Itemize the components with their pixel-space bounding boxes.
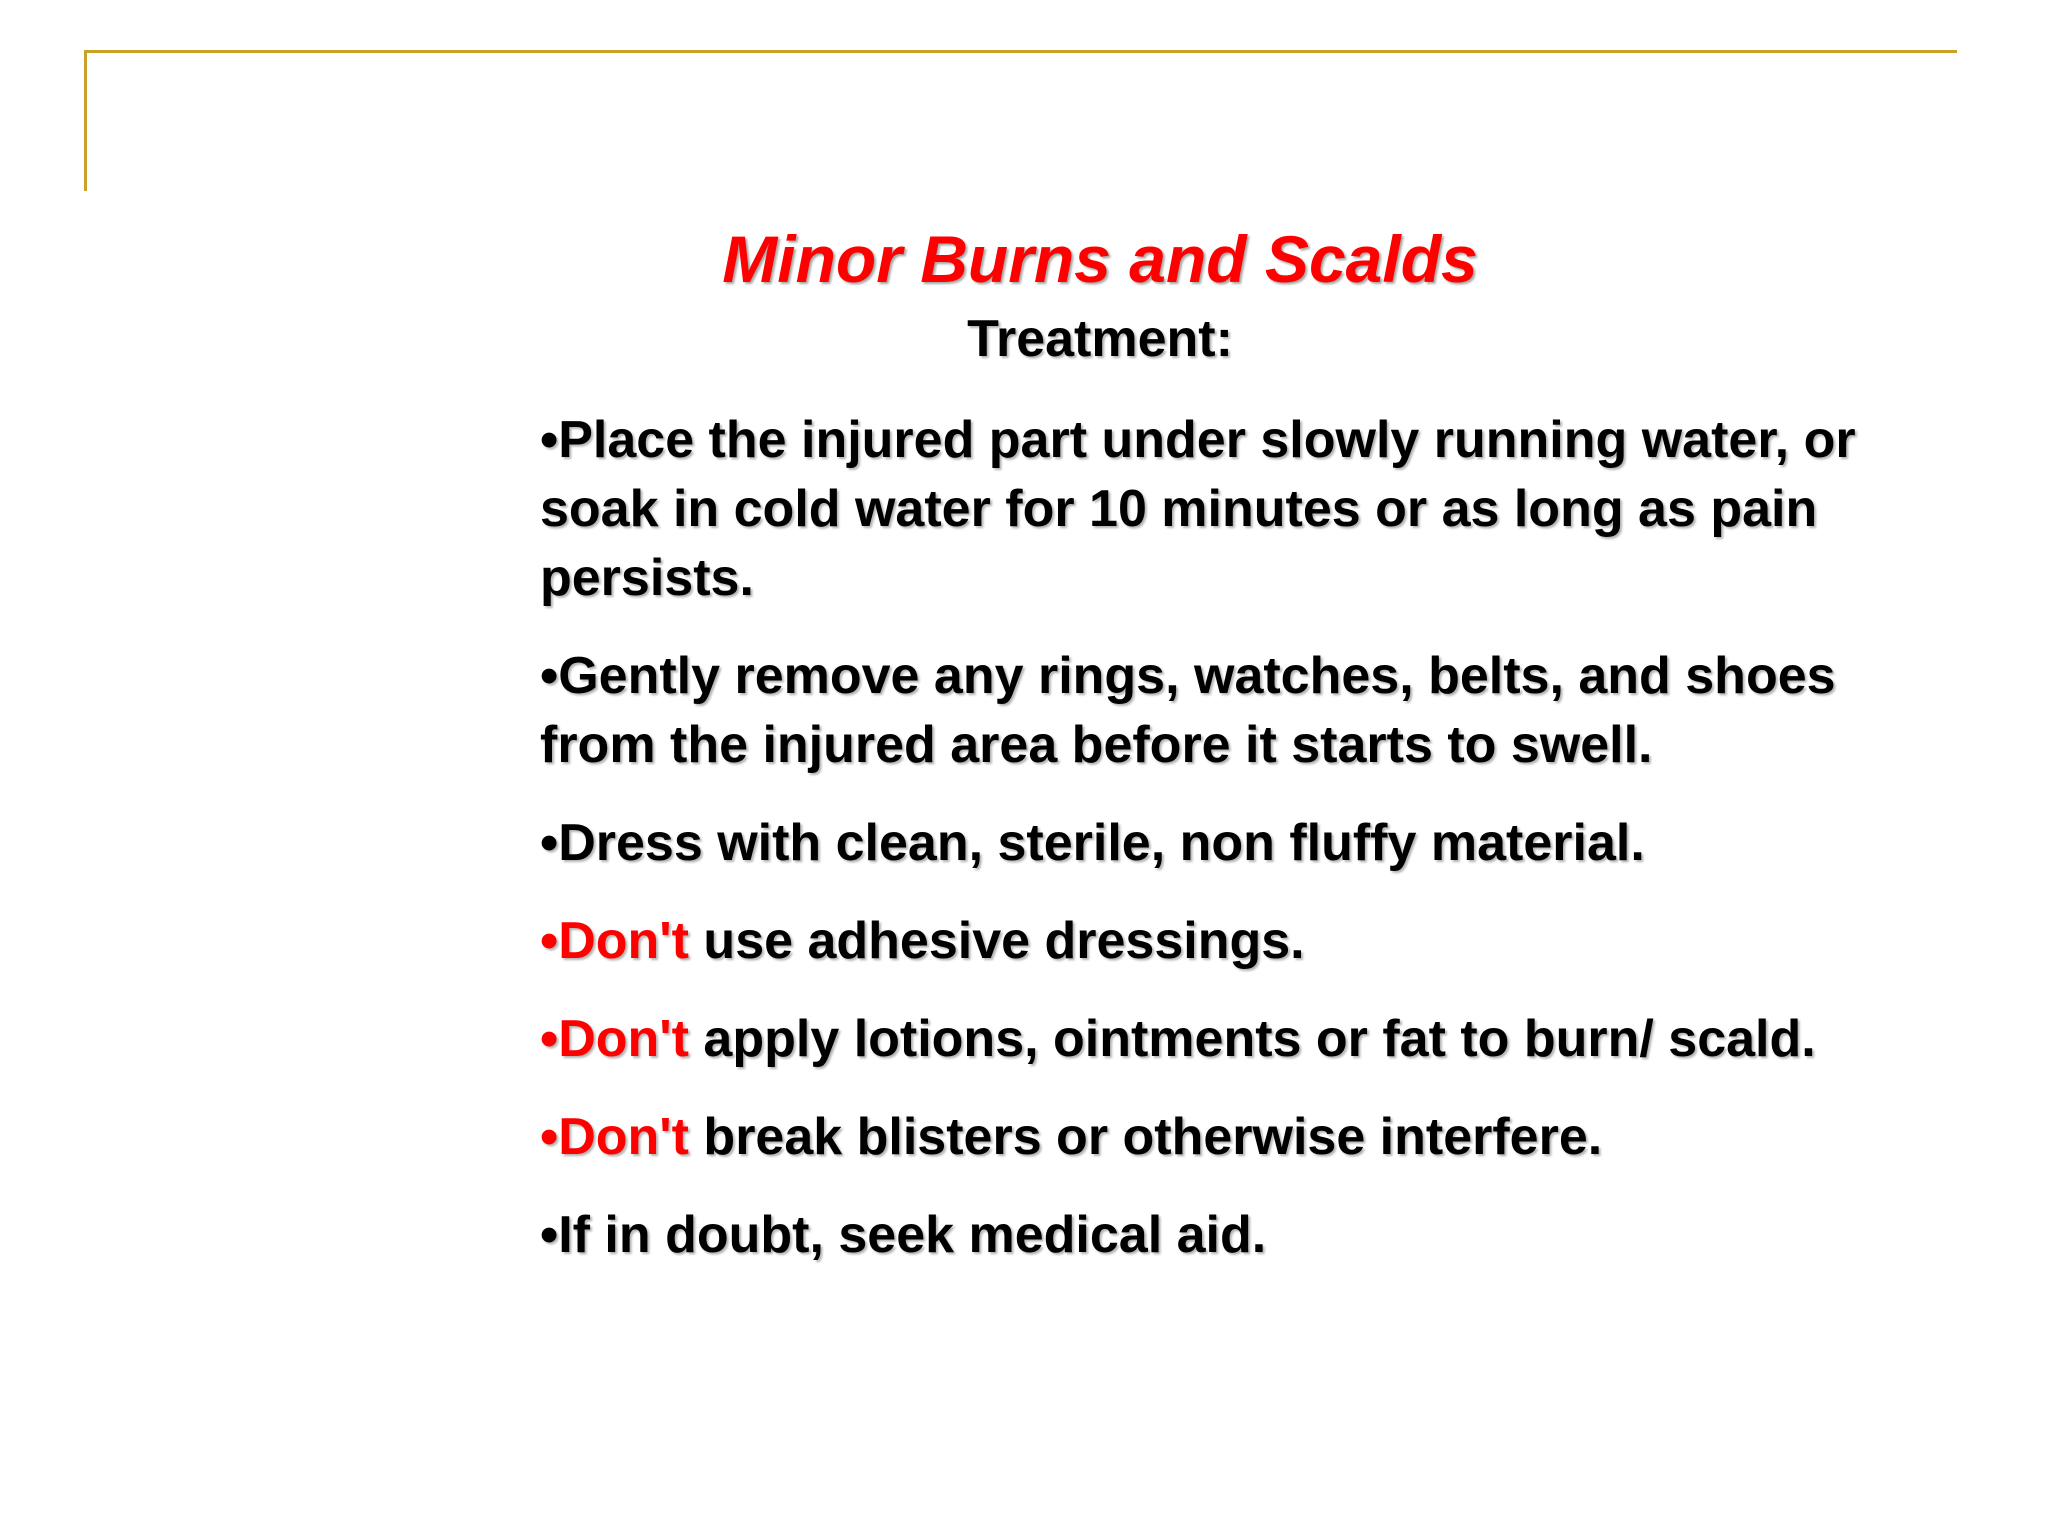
bullet-text: Dress with clean, sterile, non fluffy material.	[558, 814, 1645, 872]
treatment-item	[540, 642, 1960, 780]
bullet-text: Gently remove any rings, watches, belts, and shoes from the injured area before it starts to swell.	[540, 647, 1836, 774]
dont-emphasis: Don't	[558, 1108, 689, 1166]
treatment-item-warning	[540, 907, 1960, 976]
treatment-item	[540, 809, 1960, 878]
bullet-text: Place the injured part under slowly running water, or soak in cold water for 10 minutes or as long as pain persists.	[540, 411, 1856, 607]
bullet-dot: •	[540, 1108, 559, 1166]
bullet-dot: •	[540, 647, 559, 705]
treatment-item-warning	[540, 1103, 1960, 1172]
bullet-dot: •	[540, 1206, 559, 1264]
dont-emphasis: Don't	[558, 912, 689, 970]
treatment-list	[540, 406, 1960, 1299]
bullet-dot: •	[540, 814, 559, 872]
treatment-item	[540, 1201, 1960, 1270]
bullet-text: break blisters or otherwise interfere.	[688, 1108, 1603, 1166]
dont-emphasis: Don't	[558, 1010, 689, 1068]
bullet-dot: •	[540, 1010, 559, 1068]
bullet-dot: •	[540, 411, 559, 469]
frame-top-border	[84, 50, 1957, 53]
bullet-text: If in doubt, seek medical aid.	[558, 1206, 1267, 1264]
bullet-dot: •	[540, 912, 559, 970]
treatment-item	[540, 406, 1960, 613]
bullet-text: apply lotions, ointments or fat to burn/ scald.	[688, 1010, 1816, 1068]
bullet-text: use adhesive dressings.	[688, 912, 1305, 970]
treatment-item-warning	[540, 1005, 1960, 1074]
slide-subtitle: Treatment:	[967, 310, 1233, 368]
frame-left-border	[84, 50, 87, 191]
slide-title: Minor Burns and Scalds	[722, 222, 1478, 296]
